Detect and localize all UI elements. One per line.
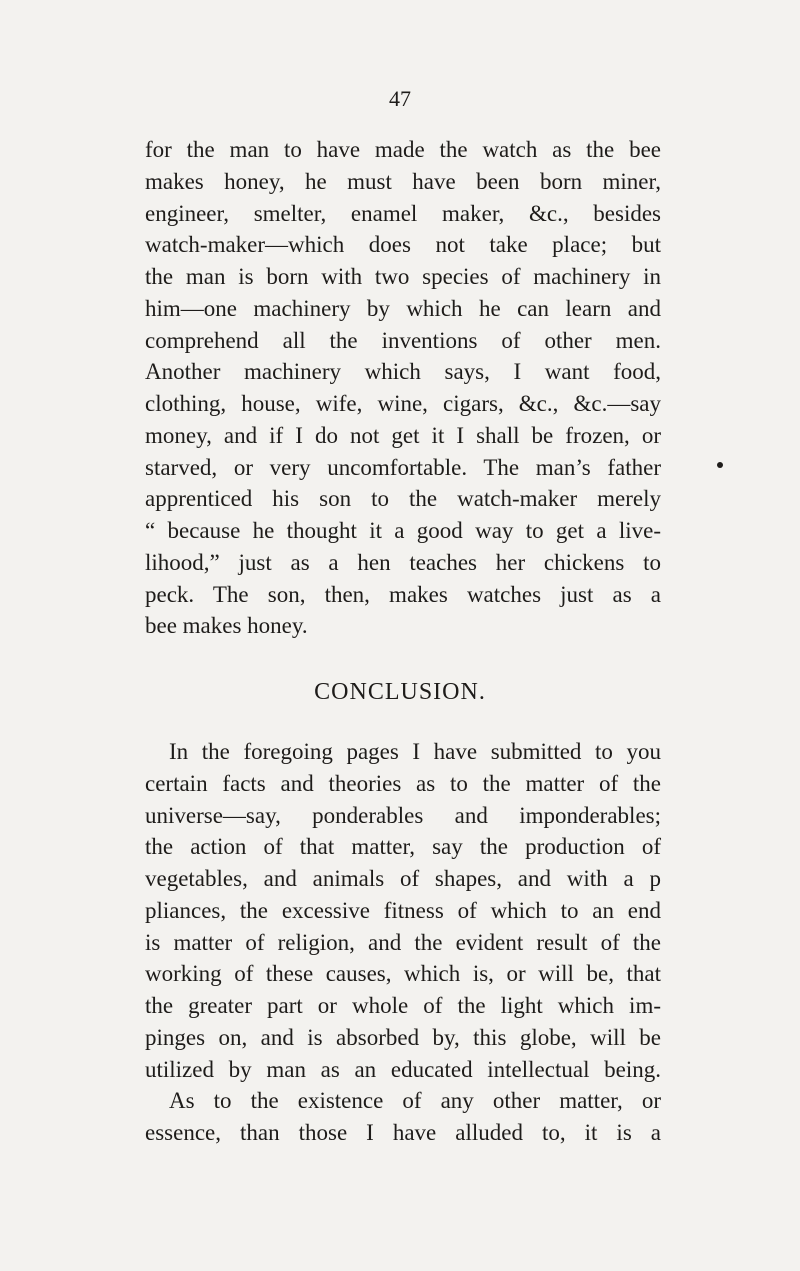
page-number: 47 [389, 86, 411, 111]
text-line: “ because he thought it a good way to get a live- [145, 518, 661, 543]
text-line: Another machinery which says, I want food, [145, 359, 661, 385]
text-line: vegetables, and animals of shapes, and with a p [145, 866, 661, 891]
text-line: clothing, house, wife, wine, cigars, &c., &c.—say [145, 391, 661, 416]
text-line: peck. The son, then, makes watches just as a [145, 581, 661, 607]
text-line: essence, than those I have alluded to, it is a [145, 1120, 661, 1145]
text-line: watch-maker—which does not take place; but [145, 232, 661, 258]
text-line: certain facts and theories as to the matter of the [145, 770, 661, 796]
margin-mark [717, 462, 723, 468]
text-line: comprehend all the inventions of other men. [145, 327, 661, 353]
text-line: him—one machinery by which he can learn and [145, 295, 661, 321]
section-heading: CONCLUSION. [314, 679, 486, 705]
text-line: In the foregoing pages I have submitted to you [169, 739, 661, 764]
text-line: pinges on, and is absorbed by, this globe, will be [145, 1024, 661, 1050]
text-line: the man is born with two species of machinery in [145, 264, 661, 289]
text-line: universe—say, ponderables and imponderables; [145, 802, 661, 828]
text-line: money, and if I do not get it I shall be frozen, or [145, 422, 661, 448]
paragraph-2 [145, 736, 661, 1149]
text-line: the action of that matter, say the production of [145, 834, 661, 860]
text-line: starved, or very uncomfortable. The man’s father [145, 454, 661, 480]
paragraph-1 [145, 134, 661, 642]
text-line: apprenticed his son to the watch-maker merely [145, 486, 661, 512]
text-line: pliances, the excessive fitness of which to an end [145, 897, 661, 923]
text-line: makes honey, he must have been born miner, [145, 168, 661, 194]
text-line: is matter of religion, and the evident result of the [145, 929, 661, 955]
text-line: for the man to have made the watch as the bee [145, 137, 661, 162]
text-line: working of these causes, which is, or will be, that [145, 961, 661, 987]
text-line: engineer, smelter, enamel maker, &c., besides [145, 200, 661, 226]
text-line: utilized by man as an educated intellectual being. [145, 1056, 661, 1082]
text-line: the greater part or whole of the light which im- [145, 993, 661, 1018]
text-line: bee makes honey. [145, 613, 308, 639]
text-line: lihood,” just as a hen teaches her chickens to [145, 549, 661, 575]
text-line: As to the existence of any other matter, or [169, 1088, 661, 1114]
